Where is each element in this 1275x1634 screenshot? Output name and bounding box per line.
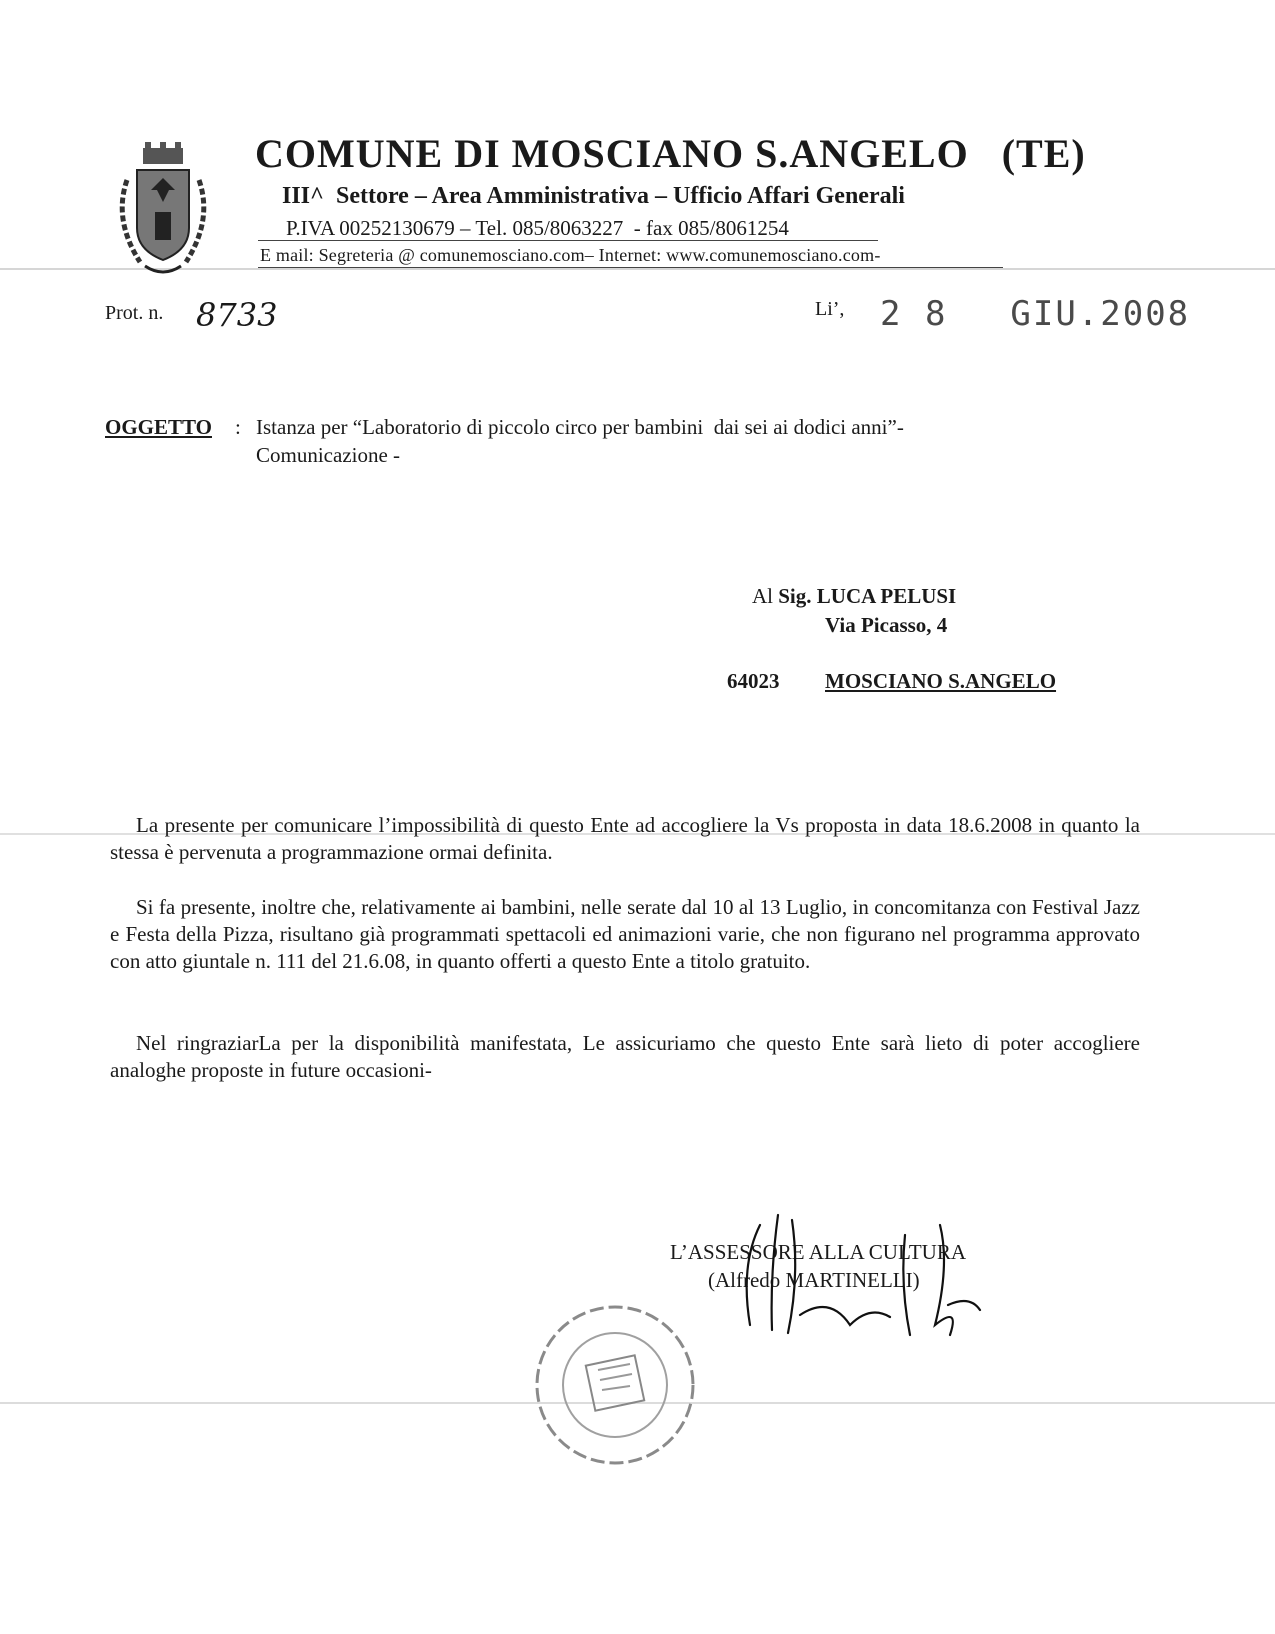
signature-title: L’ASSESSORE ALLA CULTURA — [670, 1240, 967, 1264]
date-label: Li’, — [815, 298, 845, 320]
addressee-city: MOSCIANO S.ANGELO — [825, 669, 1057, 693]
subject-line-1: Istanza per “Laboratorio di piccolo circo per bambini dai sei ai dodici anni”- — [256, 415, 904, 439]
date-stamp-month-year: GIU.2008 — [1010, 294, 1191, 334]
body-paragraph-3 — [110, 1030, 1140, 1084]
header-rule — [258, 267, 1003, 268]
addressee-prefix: Al — [752, 584, 773, 608]
protocol-label: Prot. n. — [105, 302, 164, 324]
protocol-number-handwritten: 8733 — [196, 296, 278, 334]
addressee-street: Via Picasso, 4 — [825, 613, 948, 637]
body-paragraph-1-text: La presente per comunicare l’impossibilità di questo Ente ad accogliere la Vs proposta in data 18.6.2008 in quanto la stessa è pervenuta a programmazione ormai definita. — [110, 813, 1140, 864]
date-stamp-day: 2 8 — [880, 294, 948, 334]
subject-colon: : — [235, 415, 241, 439]
handwritten-signature — [700, 1205, 1020, 1345]
municipality-title: COMUNE DI MOSCIANO S.ANGELO (TE) — [255, 131, 1086, 176]
addressee-salutation: Sig. — [778, 584, 812, 608]
signature-name: (Alfredo MARTINELLI) — [708, 1268, 920, 1292]
department-subtitle: III^ Settore – Area Amministrativa – Ufficio Affari Generali — [282, 183, 905, 209]
contact-line: P.IVA 00252130679 – Tel. 085/8063227 - fax 085/8061254 — [286, 216, 789, 240]
addressee-line — [752, 584, 956, 609]
body-paragraph-3-text: Nel ringraziarLa per la disponibilità manifestata, Le assicuriamo che questo Ente sarà lieto di poter accogliere analoghe proposte in future occasioni- — [110, 1031, 1140, 1082]
body-paragraph-2 — [110, 894, 1140, 975]
official-round-stamp — [530, 1300, 700, 1470]
header-rule — [258, 240, 878, 241]
body-paragraph-2-text: Si fa presente, inoltre che, relativamente ai bambini, nelle serate dal 10 al 13 Luglio, in concomitanza con Festival Jazz e Festa della Pizza, risultano già programmati spettacoli ed animazioni varie, che non figurano nel programma approvato con atto giuntale n. 111 del 21.6.08, in quanto offerti a questo Ente a titolo gratuito. — [110, 895, 1140, 973]
subject-label: OGGETTO — [105, 415, 212, 439]
email-line: E mail: Segreteria @ comunemosciano.com– Internet: www.comunemosciano.com- — [260, 245, 881, 265]
addressee-postcode: 64023 — [727, 669, 780, 693]
subject-line-2: Comunicazione - — [256, 443, 401, 467]
municipal-crest-logo — [105, 140, 220, 280]
date-stamp — [880, 294, 1190, 334]
body-paragraph-1 — [110, 812, 1140, 866]
addressee-name: LUCA PELUSI — [816, 584, 957, 608]
